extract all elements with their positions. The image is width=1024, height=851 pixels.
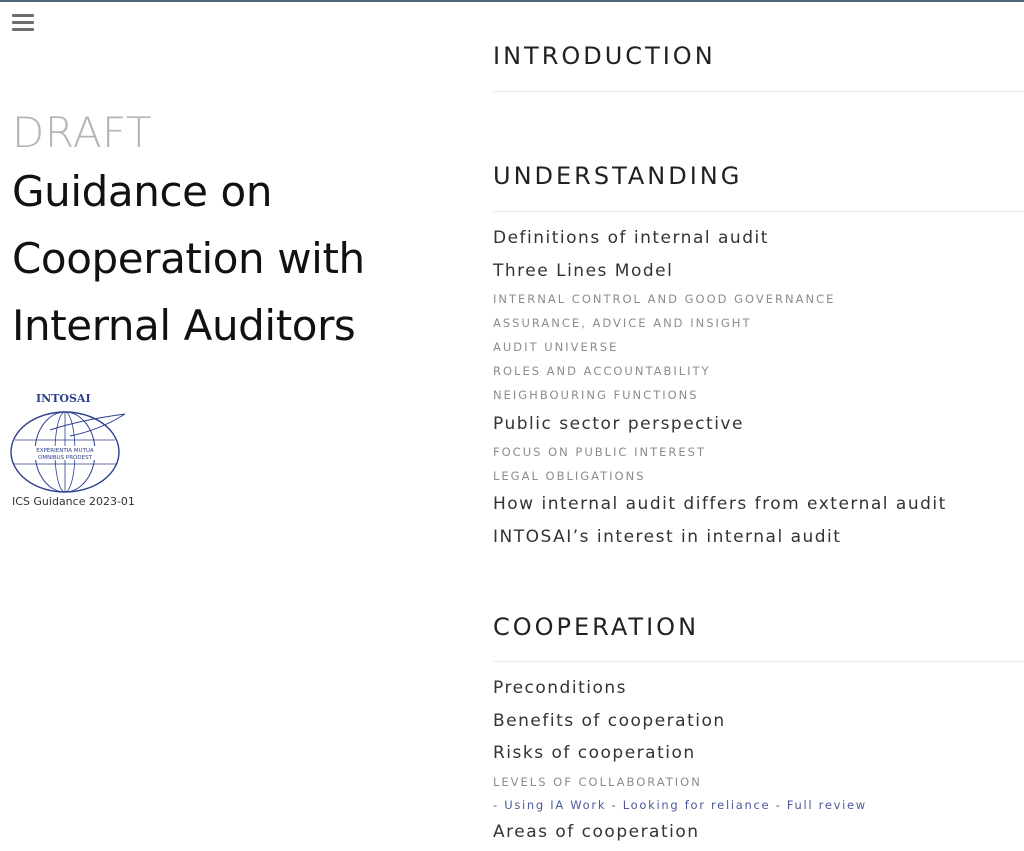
toc-item[interactable]: Preconditions (493, 678, 627, 698)
toc-item[interactable]: Benefits of cooperation (493, 711, 726, 731)
intosai-logo (10, 390, 128, 496)
toc-item[interactable]: Three Lines Model (493, 261, 674, 281)
toc-item[interactable]: How internal audit differs from external audit (493, 494, 947, 514)
logo-org-text: INTOSAI (36, 392, 91, 405)
title-line-1: Guidance on (12, 167, 273, 216)
hamburger-menu-icon[interactable] (12, 14, 34, 34)
toc-subitem[interactable]: NEIGHBOURING FUNCTIONS (493, 388, 699, 402)
divider (493, 661, 1024, 662)
draft-label: DRAFT (12, 108, 153, 157)
toc-item[interactable]: Areas of cooperation (493, 822, 700, 842)
title-line-2: Cooperation with (12, 234, 365, 283)
logo-caption: ICS Guidance 2023-01 (12, 495, 135, 508)
divider (493, 91, 1024, 92)
top-border (0, 0, 1024, 2)
section-cooperation[interactable]: COOPERATION (493, 613, 700, 641)
hero (12, 108, 462, 359)
section-understanding[interactable]: UNDERSTANDING (493, 162, 743, 190)
logo-motto-2: OMNIBUS PRODEST (38, 455, 92, 461)
toc-item[interactable]: Definitions of internal audit (493, 228, 769, 248)
toc-subitem[interactable]: ROLES AND ACCOUNTABILITY (493, 364, 711, 378)
toc-sublinks[interactable]: - Using IA Work - Looking for reliance - Full review (493, 798, 867, 812)
toc-subitem[interactable]: ASSURANCE, ADVICE AND INSIGHT (493, 316, 752, 330)
toc-subitem[interactable]: LEGAL OBLIGATIONS (493, 469, 646, 483)
divider (493, 211, 1024, 212)
toc-subitem[interactable]: AUDIT UNIVERSE (493, 340, 619, 354)
toc-subitem[interactable]: INTERNAL CONTROL AND GOOD GOVERNANCE (493, 292, 836, 306)
toc-subitem[interactable]: FOCUS ON PUBLIC INTEREST (493, 445, 706, 459)
title-line-3: Internal Auditors (12, 301, 356, 350)
toc-item[interactable]: Risks of cooperation (493, 743, 696, 763)
toc-item[interactable]: Public sector perspective (493, 414, 744, 434)
section-introduction[interactable]: INTRODUCTION (493, 42, 716, 70)
toc-subitem[interactable]: LEVELS OF COLLABORATION (493, 775, 702, 789)
toc-item[interactable]: INTOSAI’s interest in internal audit (493, 527, 842, 547)
logo-motto-1: EXPERIENTIA MUTUA (36, 448, 94, 454)
